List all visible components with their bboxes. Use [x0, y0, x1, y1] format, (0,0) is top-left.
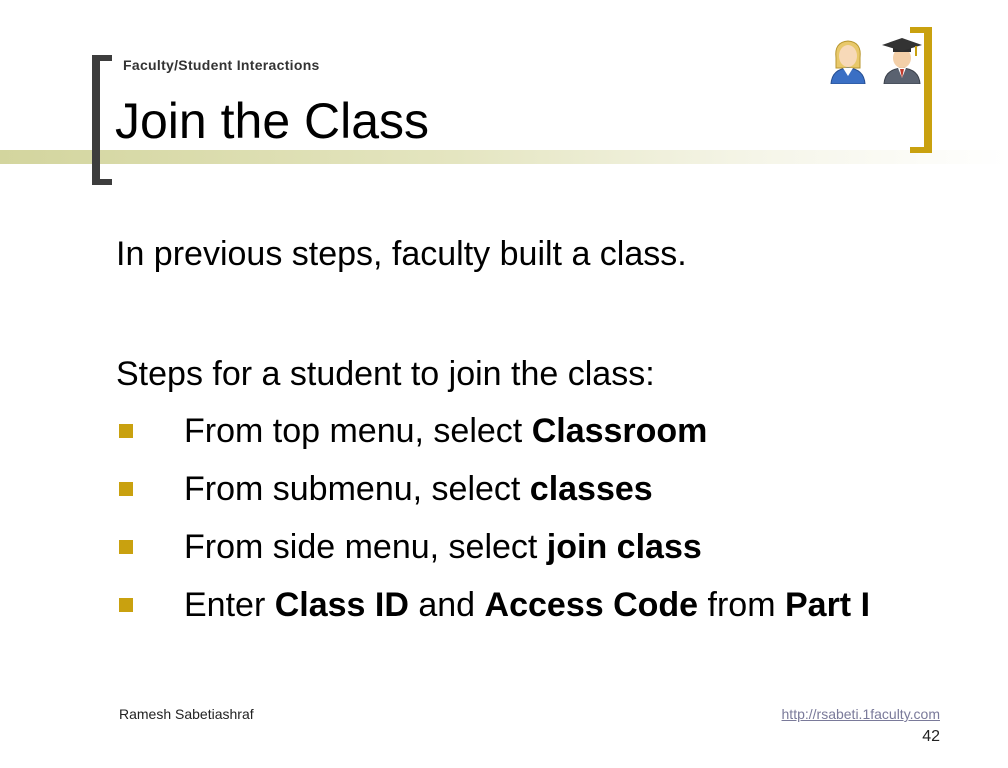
step-text: From side menu, select — [184, 528, 547, 566]
step-text: from — [698, 586, 785, 624]
step-item — [116, 468, 956, 510]
female-student-icon — [828, 38, 868, 84]
graduate-student-icon — [880, 38, 924, 84]
square-bullet-icon — [119, 540, 133, 554]
step-text: and — [408, 586, 485, 624]
intro-text: In previous steps, faculty built a class. — [116, 235, 687, 273]
page-number: 42 — [922, 728, 940, 745]
step-keyword: Classroom — [531, 412, 708, 450]
square-bullet-icon — [119, 598, 133, 612]
header-icons — [828, 38, 924, 84]
slide-subtitle: Faculty/Student Interactions — [123, 57, 320, 73]
title-bar — [0, 150, 1008, 164]
step-item — [116, 584, 956, 626]
step-item — [116, 526, 956, 568]
square-bullet-icon — [119, 482, 133, 496]
footer-link[interactable]: http://rsabeti.1faculty.com — [781, 706, 940, 722]
step-keyword: join class — [546, 528, 702, 566]
step-text: From top menu, select — [184, 412, 532, 450]
step-keyword: classes — [529, 470, 653, 508]
step-text: Enter — [184, 586, 275, 624]
steps-heading: Steps for a student to join the class: — [116, 355, 655, 393]
left-bracket-decoration — [92, 55, 112, 185]
step-keyword: Part I — [784, 586, 871, 624]
step-keyword: Access Code — [484, 586, 699, 624]
step-item — [116, 410, 956, 452]
step-text: From submenu, select — [184, 470, 530, 508]
step-keyword: Class ID — [274, 586, 409, 624]
square-bullet-icon — [119, 424, 133, 438]
footer-author: Ramesh Sabetiashraf — [119, 706, 254, 722]
steps-list — [116, 410, 956, 642]
slide-title: Join the Class — [115, 93, 430, 149]
